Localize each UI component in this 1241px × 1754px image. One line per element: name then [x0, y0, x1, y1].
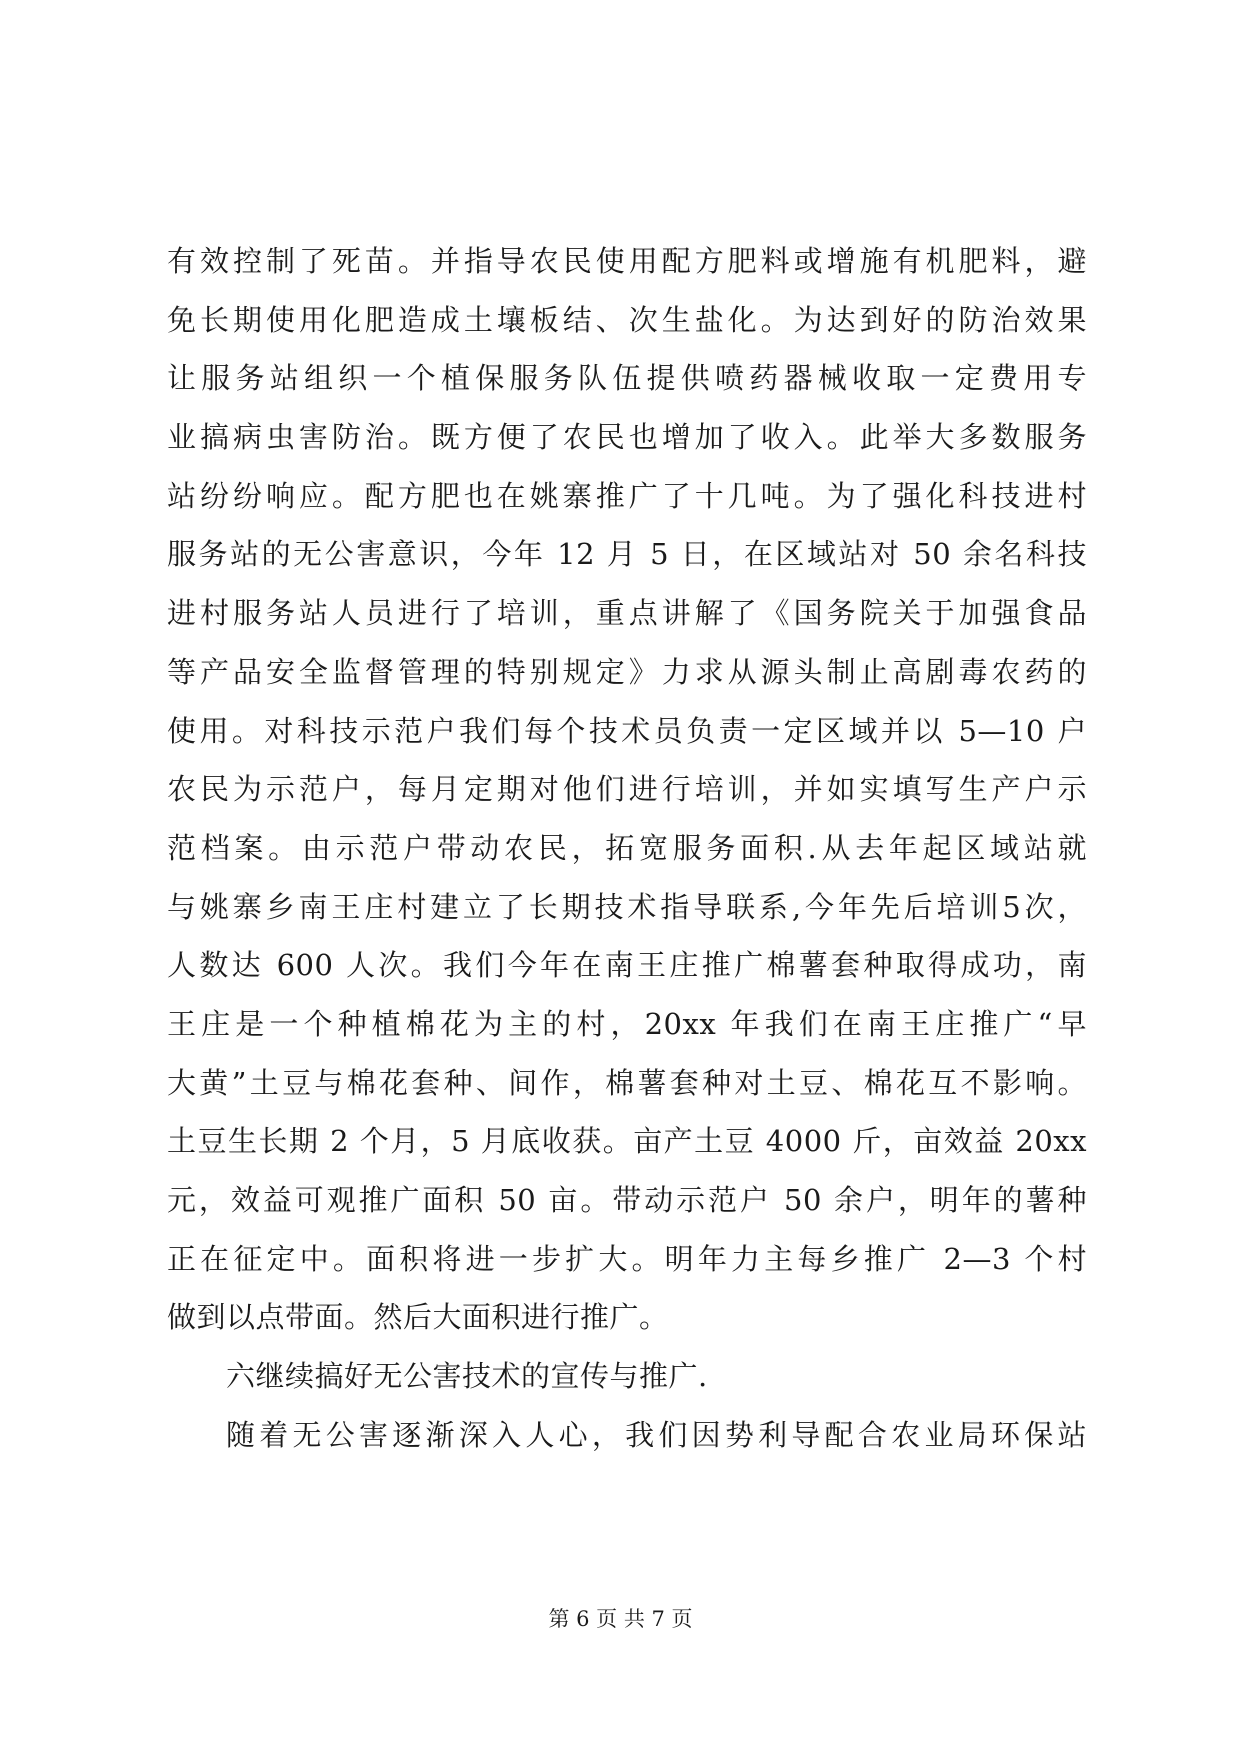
text-line: 让服务站组织一个植保服务队伍提供喷药器械收取一定费用专: [167, 361, 1087, 396]
text-line: 与姚寨乡南王庄村建立了长期技术指导联系,今年先后培训5次，: [167, 889, 1087, 924]
text-line: 进村服务站人员进行了培训，重点讲解了《国务院关于加强食品: [167, 596, 1087, 631]
text-line: 随着无公害逐渐深入人心，我们因势利导配合农业局环保站: [226, 1417, 1087, 1452]
text-line: 正在征定中。面积将进一步扩大。明年力主每乡推广 2—3 个村: [167, 1241, 1087, 1276]
text-line: 人数达 600 人次。我们今年在南王庄推广棉薯套种取得成功，南: [167, 948, 1087, 983]
section-heading: 六继续搞好无公害技术的宣传与推广.: [226, 1359, 708, 1394]
text-line: 大黄”土豆与棉花套种、间作，棉薯套种对土豆、棉花互不影响。: [167, 1065, 1087, 1100]
text-line: 等产品安全监督管理的特别规定》力求从源头制止高剧毒农药的: [167, 654, 1087, 689]
text-line: 元，效益可观推广面积 50 亩。带动示范户 50 余户，明年的薯种: [167, 1183, 1087, 1217]
text-line: 服务站的无公害意识，今年 12 月 5 日，在区域站对 50 余名科技: [167, 537, 1087, 572]
text-line: 农民为示范户，每月定期对他们进行培训，并如实填写生产户示: [167, 772, 1087, 807]
text-line: 业搞病虫害防治。既方便了农民也增加了收入。此举大多数服务: [167, 420, 1087, 455]
text-line: 站纷纷响应。配方肥也在姚寨推广了十几吨。为了强化科技进村: [167, 478, 1087, 513]
text-line: 王庄是一个种植棉花为主的村，20xx 年我们在南王庄推广“早: [167, 1006, 1087, 1041]
text-line: 有效控制了死苗。并指导农民使用配方肥料或增施有机肥料，避: [167, 244, 1087, 278]
text-line: 土豆生长期 2 个月，5 月底收获。亩产土豆 4000 斤，亩效益 20xx: [167, 1124, 1087, 1159]
text-line: 使用。对科技示范户我们每个技术员负责一定区域并以 5—10 户: [167, 713, 1087, 748]
page-number-footer: 第 6 页 共 7 页: [548, 1607, 693, 1631]
body-text: [167, 232, 1087, 1464]
text-line: 范档案。由示范户带动农民，拓宽服务面积.从去年起区域站就: [167, 830, 1087, 865]
text-line: 做到以点带面。然后大面积进行推广。: [167, 1300, 669, 1335]
text-line: 免长期使用化肥造成土壤板结、次生盐化。为达到好的防治效果: [167, 302, 1087, 337]
